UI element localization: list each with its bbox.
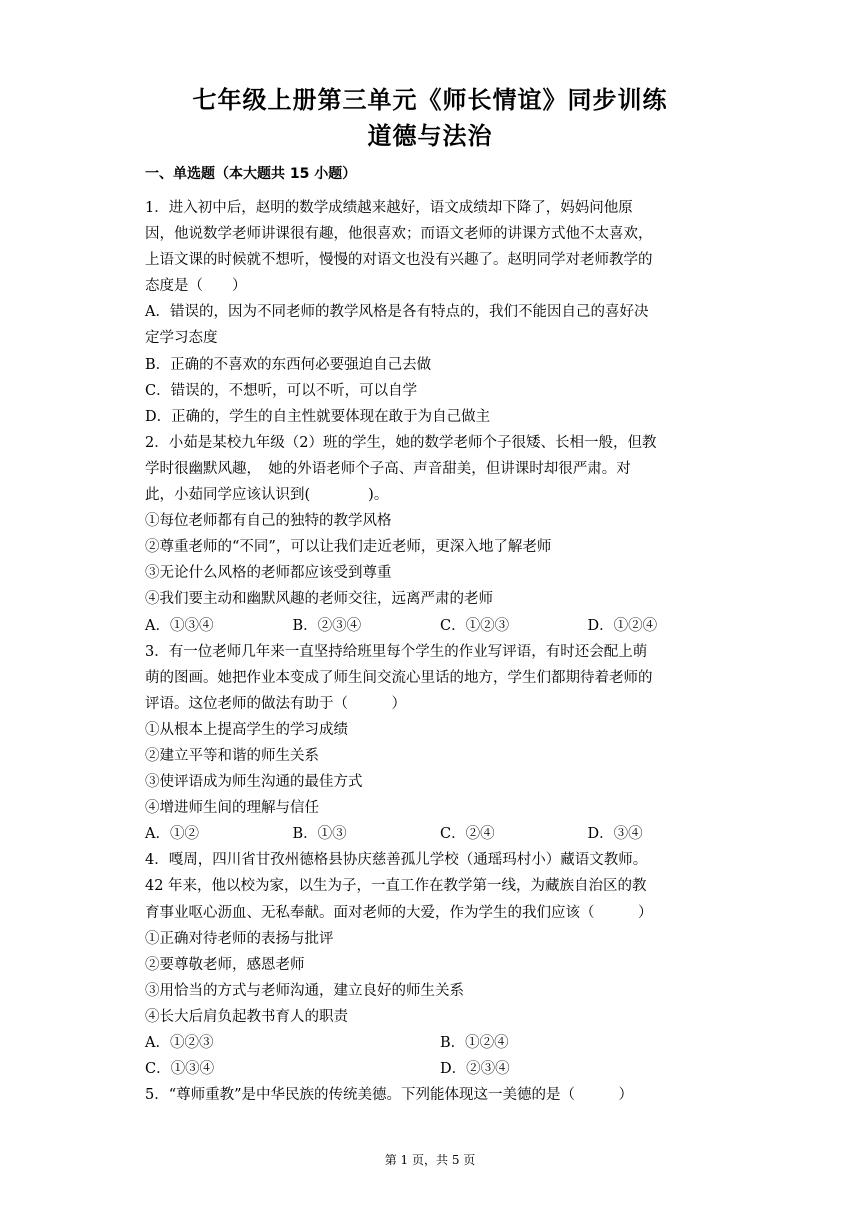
statement-3: ③使评语成为师生沟通的最佳方式	[145, 774, 363, 791]
statement-1: ①正确对待老师的表扬与批评	[145, 930, 334, 947]
choice-d: D．②③④	[440, 1061, 510, 1078]
statement-4: ④我们要主动和幽默风趣的老师交往，远离严肃的老师	[145, 591, 493, 608]
statement-2: ②建立平等和谐的师生关系	[145, 747, 319, 764]
question-1	[145, 195, 735, 430]
option-b: B．正确的不喜欢的东西何必要强迫自己去做	[145, 356, 432, 373]
choice-a: A．①②	[145, 826, 199, 843]
document-title: 七年级上册第三单元《师长情谊》同步训练	[192, 85, 668, 114]
section-heading: 一、单选题（本大题共 15 小题）	[145, 166, 357, 182]
choice-c: C．②④	[440, 826, 495, 843]
option-d: D．正确的，学生的自主性就要体现在敢于为自己做主	[145, 408, 491, 425]
statement-3: ③用恰当的方式与老师沟通，建立良好的师生关系	[145, 982, 464, 999]
page-footer: 第 1 页，共 5 页	[384, 1153, 476, 1167]
choice-d: D．③④	[587, 826, 643, 843]
choice-c: C．①③④	[145, 1061, 215, 1078]
document-subject: 道德与法治	[367, 121, 493, 150]
choice-row	[145, 1056, 735, 1082]
choice-c: C．①②③	[440, 617, 510, 634]
question-4	[145, 847, 735, 1082]
choice-b: B．①③	[292, 826, 347, 843]
choice-b: B．②③④	[292, 617, 362, 634]
choice-row	[145, 821, 735, 847]
question-stem-line: 学时很幽默风趣， 她的外语老师个子高、声音甜美，但讲课时却很严肃。对	[145, 460, 631, 477]
choice-row	[145, 1030, 735, 1056]
question-stem-line: 3．有一位老师几年来一直坚持给班里每个学生的作业写评语，有时还会配上萌	[145, 643, 648, 660]
statement-1: ①从根本上提高学生的学习成绩	[145, 721, 348, 738]
statement-2: ②要尊敬老师，感恩老师	[145, 956, 305, 973]
choice-row	[145, 613, 735, 639]
question-stem-line: 育事业呕心沥血、无私奉献。面对老师的大爱，作为学生的我们应该（ ）	[145, 904, 653, 921]
question-2	[145, 430, 735, 639]
question-5	[145, 1082, 735, 1108]
question-stem-line: 5．“尊师重教”是中华民族的传统美德。下列能体现这一美德的是（ ）	[145, 1087, 634, 1104]
question-stem-line: 上语文课的时候就不想听，慢慢的对语文也没有兴趣了。赵明同学对老师教学的	[145, 252, 653, 269]
choice-a: A．①③④	[145, 617, 214, 634]
option-a-continued: 定学习态度	[145, 330, 218, 347]
question-3	[145, 639, 735, 848]
question-stem-line: 此，小茹同学应该认识到( )。	[145, 487, 389, 504]
option-c: C．错误的，不想听，可以不听，可以自学	[145, 382, 418, 399]
question-stem-line: 萌的图画。她把作业本变成了师生间交流心里话的地方，学生们都期待着老师的	[145, 669, 653, 686]
question-stem-line: 态度是（ ）	[145, 278, 247, 295]
question-stem-line: 2．小茹是某校九年级（2）班的学生，她的数学老师个子很矮、长相一般，但教	[145, 434, 657, 451]
choice-a: A．①②③	[145, 1035, 214, 1051]
choice-b: B．①②④	[440, 1035, 509, 1051]
statement-1: ①每位老师都有自己的独特的教学风格	[145, 513, 392, 530]
question-stem-line: 4．嘎周，四川省甘孜州德格县协庆慈善孤儿学校（通瑶玛村小）藏语文教师。	[145, 852, 648, 869]
statement-4: ④长大后肩负起教书育人的职责	[145, 1008, 348, 1025]
question-stem-line: 1．进入初中后，赵明的数学成绩越来越好，语文成绩却下降了，妈妈问他原	[145, 200, 633, 216]
question-stem-line: 42 年来，他以校为家，以生为子，一直工作在教学第一线，为藏族自治区的教	[145, 878, 647, 895]
statement-3: ③无论什么风格的老师都应该受到尊重	[145, 565, 392, 582]
option-a: A．错误的，因为不同老师的教学风格是各有特点的，我们不能因自己的喜好决	[145, 304, 649, 321]
choice-d: D．①②④	[587, 617, 658, 634]
question-list	[145, 195, 735, 1108]
statement-4: ④增进师生间的理解与信任	[145, 800, 319, 817]
statement-2: ②尊重老师的“不同”，可以让我们走近老师，更深入地了解老师	[145, 539, 552, 556]
question-stem-line: 因，他说数学老师讲课很有趣，他很喜欢；而语文老师的讲课方式他不太喜欢，	[145, 226, 653, 243]
question-stem-line: 评语。这位老师的做法有助于（ ）	[145, 695, 406, 712]
